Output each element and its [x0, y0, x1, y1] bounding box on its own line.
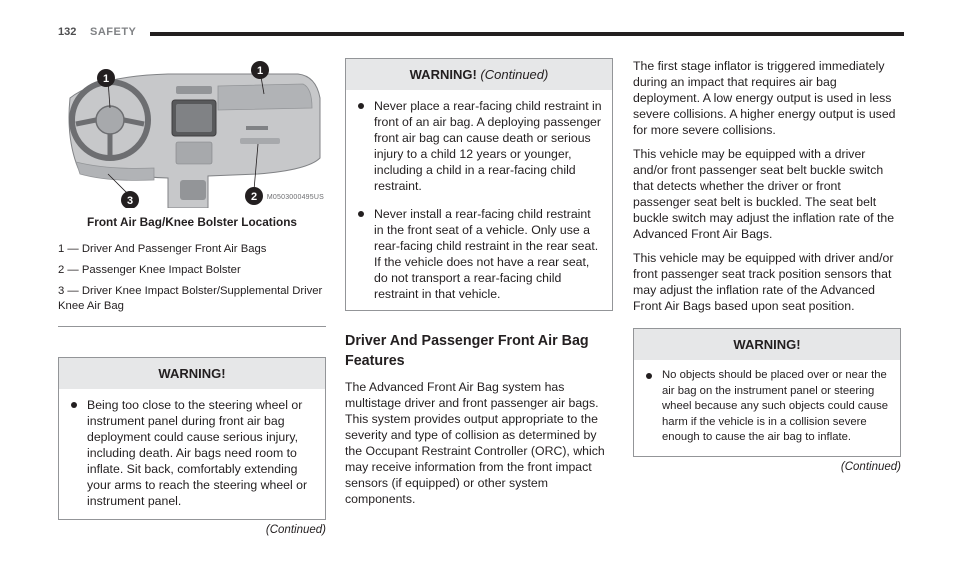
legend-item: 3 — Driver Knee Impact Bolster/Supplemental Driver Knee Air Bag: [58, 285, 323, 312]
body-paragraph: This vehicle may be equipped with a driver and/or front passenger seat belt buckle switch that detects whether the driver or front passenger seat belt is buckled. The seat belt buckle switch may adjust the inflation rate of the Advanced Front Air Bags.: [633, 147, 895, 241]
warning-bullet: Never install a rear-facing child restraint in the front seat of a vehicle. Only use a rear-facing child restraint in the rear seat. If the vehicle does not have a rear seat, do not transport a rear-facing child restraint in that vehicle.: [358, 206, 602, 302]
figure-caption: Front Air Bag/Knee Bolster Locations: [87, 215, 297, 229]
warning-box-2: [345, 58, 613, 311]
warning-title: [346, 59, 612, 90]
page-header: [58, 26, 904, 42]
warning-bullet: Never place a rear-facing child restraint in front of an air bag. A deploying passenger front air bag can cause death or serious injury to a child 12 years or younger, including a child in a rear-facing child restraint.: [358, 98, 602, 194]
legend-item: 1 — Driver And Passenger Front Air Bags: [58, 243, 267, 255]
section-heading: Driver And Passenger Front Air Bag Features: [345, 333, 589, 369]
warning-box-3: [633, 328, 901, 457]
warning-box-1: [58, 357, 326, 520]
body-paragraph: The Advanced Front Air Bag system has multistage driver and front passenger air bags. This system provides output appropriate to the severity and type of collision as determined by the Occupant Restraint Controller (ORC), which may receive information from the front impact sensors (if equipped) or other system components.: [345, 380, 605, 506]
continued-note: (Continued): [840, 460, 901, 473]
warning-title-continued: (Continued): [480, 67, 549, 82]
figure-code: M0503000495US: [266, 194, 324, 201]
warning-title-text: WARNING!: [409, 67, 477, 82]
page-number: 132: [58, 26, 77, 38]
callout-1-driver-label: 1: [102, 73, 110, 85]
callout-2-label: 2: [250, 191, 258, 203]
callout-1-passenger-label: 1: [256, 65, 264, 77]
legend-item: 2 — Passenger Knee Impact Bolster: [58, 264, 241, 276]
warning-bullet: Being too close to the steering wheel or instrument panel during front air bag deployment could cause serious injury, including death. Air bags need room to inflate. Sit back, comfortably extending your arms to reach the steering wheel or instrument panel.: [71, 397, 315, 509]
continued-note: (Continued): [265, 524, 326, 536]
warning-bullet: No objects should be placed over or near the air bag on the instrument panel or steering wheel because any such objects could cause harm if the vehicle is in a collision severe enough to cause the air bag to inflate.: [646, 368, 890, 446]
column-3: [633, 58, 901, 475]
callout-3-label: 3: [126, 195, 134, 207]
column-2: [345, 58, 613, 507]
body-paragraph: The first stage inflator is triggered immediately during an impact that requires air bag deployment. A low energy output is used in less severe collisions. A higher energy output is used for more severe collisions.: [633, 59, 896, 137]
dashboard-figure: [58, 58, 326, 208]
section-name: SAFETY: [90, 26, 137, 38]
body-paragraph: This vehicle may be equipped with driver and/or front passenger seat track position sensors that may adjust the inflation rate of the Advanced Front Air Bags based upon seat position.: [633, 251, 894, 313]
warning-title: WARNING!: [634, 329, 900, 360]
figure-legend: [58, 242, 326, 327]
header-rule: [150, 32, 904, 36]
dashboard-illustration: [58, 58, 326, 208]
warning-title: WARNING!: [59, 358, 325, 389]
column-1: [58, 58, 326, 538]
